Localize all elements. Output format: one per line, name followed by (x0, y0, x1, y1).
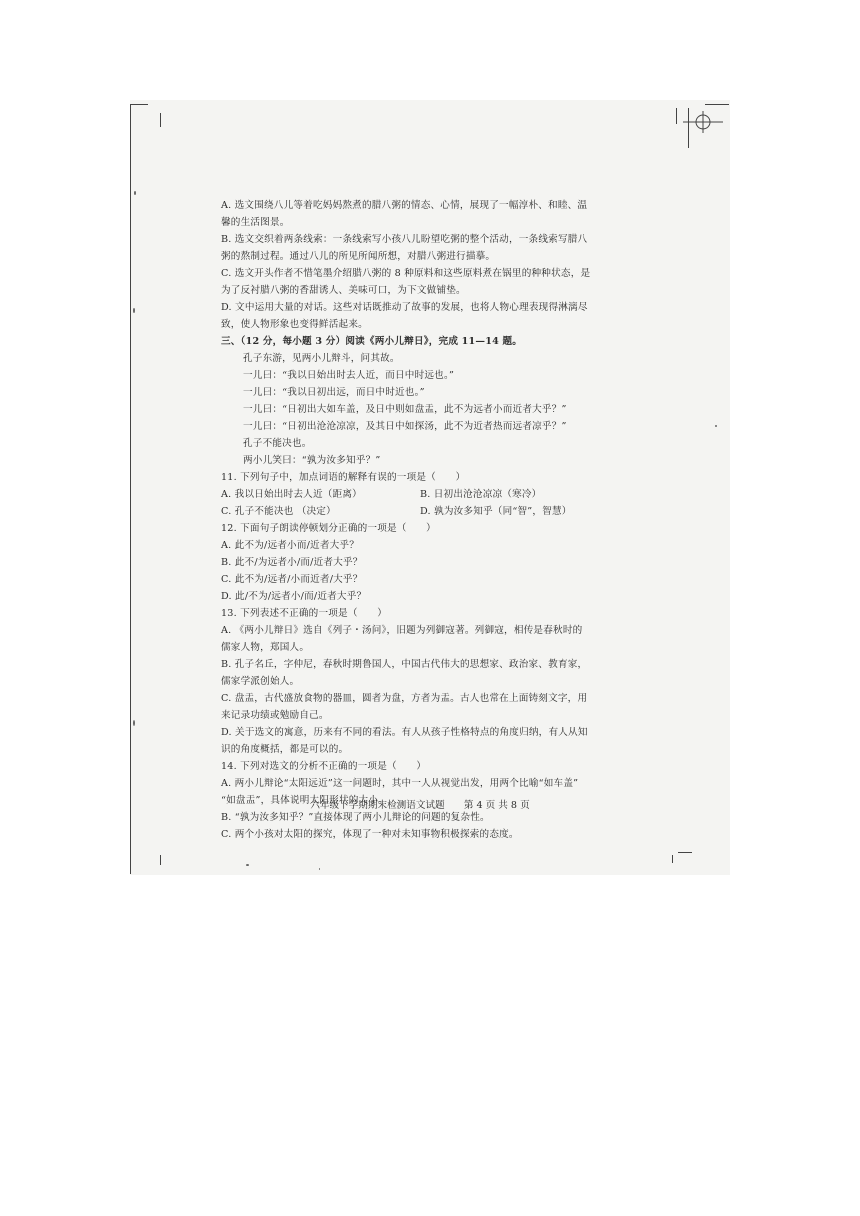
passage-line: 一儿曰：“日初出大如车盖，及日中则如盘盂，此不为远者小而近者大乎？” (243, 404, 567, 415)
exam-content (221, 197, 619, 843)
option-c-cont: 来记录功绩或勉励自己。 (221, 710, 329, 721)
option-c: C. 盘盂，古代盛放食物的器皿，圆者为盘，方者为盂。古人也常在上面铸刻文字，用 (221, 693, 588, 704)
crop-mark-left-edge (130, 104, 131, 874)
option-line: 致，使人物形象也变得鲜活起来。 (221, 319, 368, 330)
option-b-cont: 儒家学派创始人。 (221, 676, 300, 687)
crop-mark-bottom-left (160, 855, 161, 865)
option-a: A. 两小儿辩论“太阳远近”这一问题时，其中一人从视觉出发，用两个比喻“如车盖” (221, 778, 579, 789)
registration-target-icon (683, 111, 723, 133)
option-line: 馨的生活图景。 (221, 217, 290, 228)
option-line: A. 选文围绕八儿等着吃妈妈熬煮的腊八粥的情态、心情，展现了一幅淳朴、和睦、温 (221, 200, 588, 211)
question-stem: 12. 下面句子朗读停顿划分正确的一项是（ ） (221, 523, 436, 534)
section-heading: 三、（12 分，每小题 3 分）阅读《两小儿辩日》，完成 11—14 题。 (221, 336, 523, 347)
scan-speck (133, 308, 135, 313)
option-b: B. 孔子名丘，字仲尼，春秋时期鲁国人，中国古代伟大的思想家、政治家、教育家， (221, 659, 588, 670)
scan-speck (133, 720, 135, 726)
option-a-cont: 儒家人物，郑国人。 (221, 642, 310, 653)
question-stem: 13. 下列表述不正确的一项是（ ） (221, 608, 388, 619)
scan-speck (134, 191, 136, 195)
scan-speck (246, 864, 249, 866)
passage-line: 孔子东游，见两小儿辩斗，问其故。 (243, 353, 400, 364)
option-b: B. 日初出沧沧凉凉（寒冷） (420, 489, 542, 500)
scan-speck (715, 425, 717, 427)
option-b: B. 此不/为远者小/而/近者大乎？ (221, 557, 363, 568)
option-line: 为了反衬腊八粥的香甜诱人、美味可口，为下文做铺垫。 (221, 285, 466, 296)
option-a: A. 我以日始出时去人近（距离） (221, 489, 362, 500)
crop-mark-left-tick (160, 113, 161, 127)
page-footer: 六年级下学期期末检测语文试题 第 4 页 共 8 页 (310, 800, 530, 811)
crop-mark-top-right (705, 104, 729, 105)
option-row (221, 486, 619, 503)
crop-mark-right-tick (676, 108, 677, 124)
option-a-cont: “如盘盂”，具体说明太阳形状的大小。 (221, 795, 388, 806)
option-c: C. 孔子不能决也 （决定） (221, 506, 336, 517)
option-b: B. “孰为汝多知乎？”直接体现了两小儿辩论的问题的复杂性。 (221, 812, 490, 823)
option-d: D. 此/不为/远者小/而/近者大乎？ (221, 591, 367, 602)
option-a: A. 此不为/远者小而/近者大乎？ (221, 540, 360, 551)
option-a: A. 《两小儿辩日》选自《列子・汤问》，旧题为列御寇著。列御寇，相传是春秋时的 (221, 625, 583, 636)
scan-speck (319, 868, 320, 870)
option-line: C. 选文开头作者不惜笔墨介绍腊八粥的 8 种原料和这些原料煮在锅里的种种状态，是 (221, 268, 591, 279)
passage-line: 一儿曰：“我以日初出远，而日中时近也。” (243, 387, 425, 398)
passage-line: 一儿曰：“日初出沧沧凉凉，及其日中如探汤，此不为近者热而远者凉乎？” (243, 421, 567, 432)
option-line: B. 选文交织着两条线索：一条线索写小孩八儿盼望吃粥的整个活动，一条线索写腊八 (221, 234, 588, 245)
option-d-cont: 识的角度概括，都是可以的。 (221, 744, 349, 755)
question-stem: 14. 下列对选文的分析不正确的一项是（ ） (221, 761, 427, 772)
option-d: D. 关于选文的寓意，历来有不同的看法。有人从孩子性格特点的角度归纳，有人从知 (221, 727, 588, 738)
passage-line: 一儿曰：“我以日始出时去人近，而日中时远也。” (243, 370, 455, 381)
passage-line: 两小儿笑曰：“孰为汝多知乎？” (243, 455, 381, 466)
option-c: C. 此不为/远者/小而近者/大乎？ (221, 574, 363, 585)
option-line: D. 文中运用大量的对话。这些对话既推动了故事的发展，也将人物心理表现得淋漓尽 (221, 302, 588, 313)
crop-mark-bottom-right-tick (672, 855, 673, 863)
option-line: 粥的熬制过程。通过八儿的所见所闻所想，对腊八粥进行描摹。 (221, 251, 496, 262)
option-row (221, 503, 619, 520)
crop-mark-bottom-right (678, 852, 692, 853)
option-c: C. 两个小孩对太阳的探究，体现了一种对未知事物积极探索的态度。 (221, 829, 519, 840)
crop-mark-top-left (130, 104, 148, 105)
passage-line: 孔子不能决也。 (243, 438, 312, 449)
question-stem: 11. 下列句子中，加点词语的解释有误的一项是（ ） (221, 472, 466, 483)
option-d: D. 孰为汝多知乎（同“智”，智慧） (420, 506, 572, 517)
